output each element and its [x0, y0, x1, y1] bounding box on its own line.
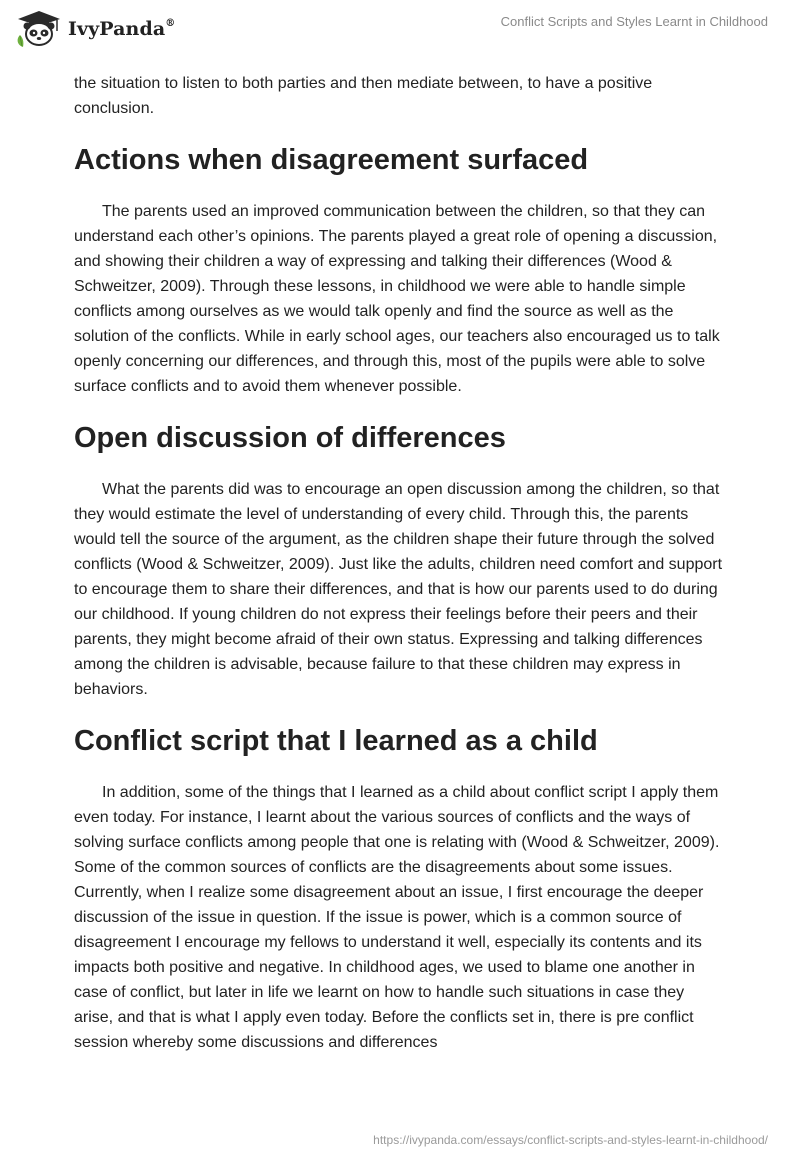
source-url-link[interactable]: https://ivypanda.com/essays/conflict-scripts-and-styles-learnt-in-childhood/ — [373, 1133, 768, 1147]
essay-body — [74, 71, 726, 1055]
ivypanda-logo[interactable] — [14, 9, 175, 49]
section-paragraph: The parents used an improved communication between the children, so that they can understand each other’s opinions. The parents played a great role of opening a discussion, and showing their children a way of expressing and talking their differences (Wood & Schweitzer, 2009). Through these lessons, in childhood we were able to handle simple conflicts among ourselves as we would talk openly and find the source as well as the solution of the conflicts. While in early school ages, our teachers also encouraged us to talk openly concerning our differences, and through this, most of the pupils were able to solve surface conflicts and to avoid them whenever possible. — [74, 203, 720, 395]
panda-graduate-icon — [14, 9, 64, 49]
section-paragraph: In addition, some of the things that I learned as a child about conflict script I apply them even today. For instance, I learnt about the various sources of conflicts and the ways of solving surface conflicts among people that one is relating with (Wood & Schweitzer, 2009). Some of the common sources of conflicts are the disagreements about some issues. Currently, when I realize some disagreement about an issue, I first encourage the deeper discussion of the issue in question. If the issue is power, which is a common source of disagreement I encourage my fellows to understand it well, especially its contents and its impacts both positive and negative. In childhood ages, we used to blame one another in case of conflict, but later in life we learnt on how to handle such situations in case they arise, and that is what I apply even today. Before the conflicts set in, there is pre conflict session whereby some discussions and differences — [74, 784, 720, 1051]
section-heading: Conflict script that I learned as a child — [74, 725, 598, 757]
section-heading: Actions when disagreement surfaced — [74, 144, 589, 176]
page-header — [0, 0, 800, 62]
section-heading: Open discussion of differences — [74, 422, 506, 454]
brand-name: IvyPanda® — [68, 17, 176, 40]
section-paragraph: What the parents did was to encourage an open discussion among the children, so that they would estimate the level of understanding of every child. Through this, the parents would tell the source of the argument, as the children shape their future through the solved conflicts (Wood & Schweitzer, 2009). Just like the adults, children need comfort and support to encourage them to share their differences, and that is how our parents used to do during our childhood. If young children do not express their feelings before their peers and their parents, they might become afraid of their own status. Expressing and talking differences among the children is advisable, because failure to that these children may express in behaviors. — [74, 481, 723, 698]
intro-paragraph: the situation to listen to both parties and then mediate between, to have a positive conclusion. — [74, 75, 653, 117]
document-title: Conflict Scripts and Styles Learnt in Childhood — [500, 14, 768, 29]
